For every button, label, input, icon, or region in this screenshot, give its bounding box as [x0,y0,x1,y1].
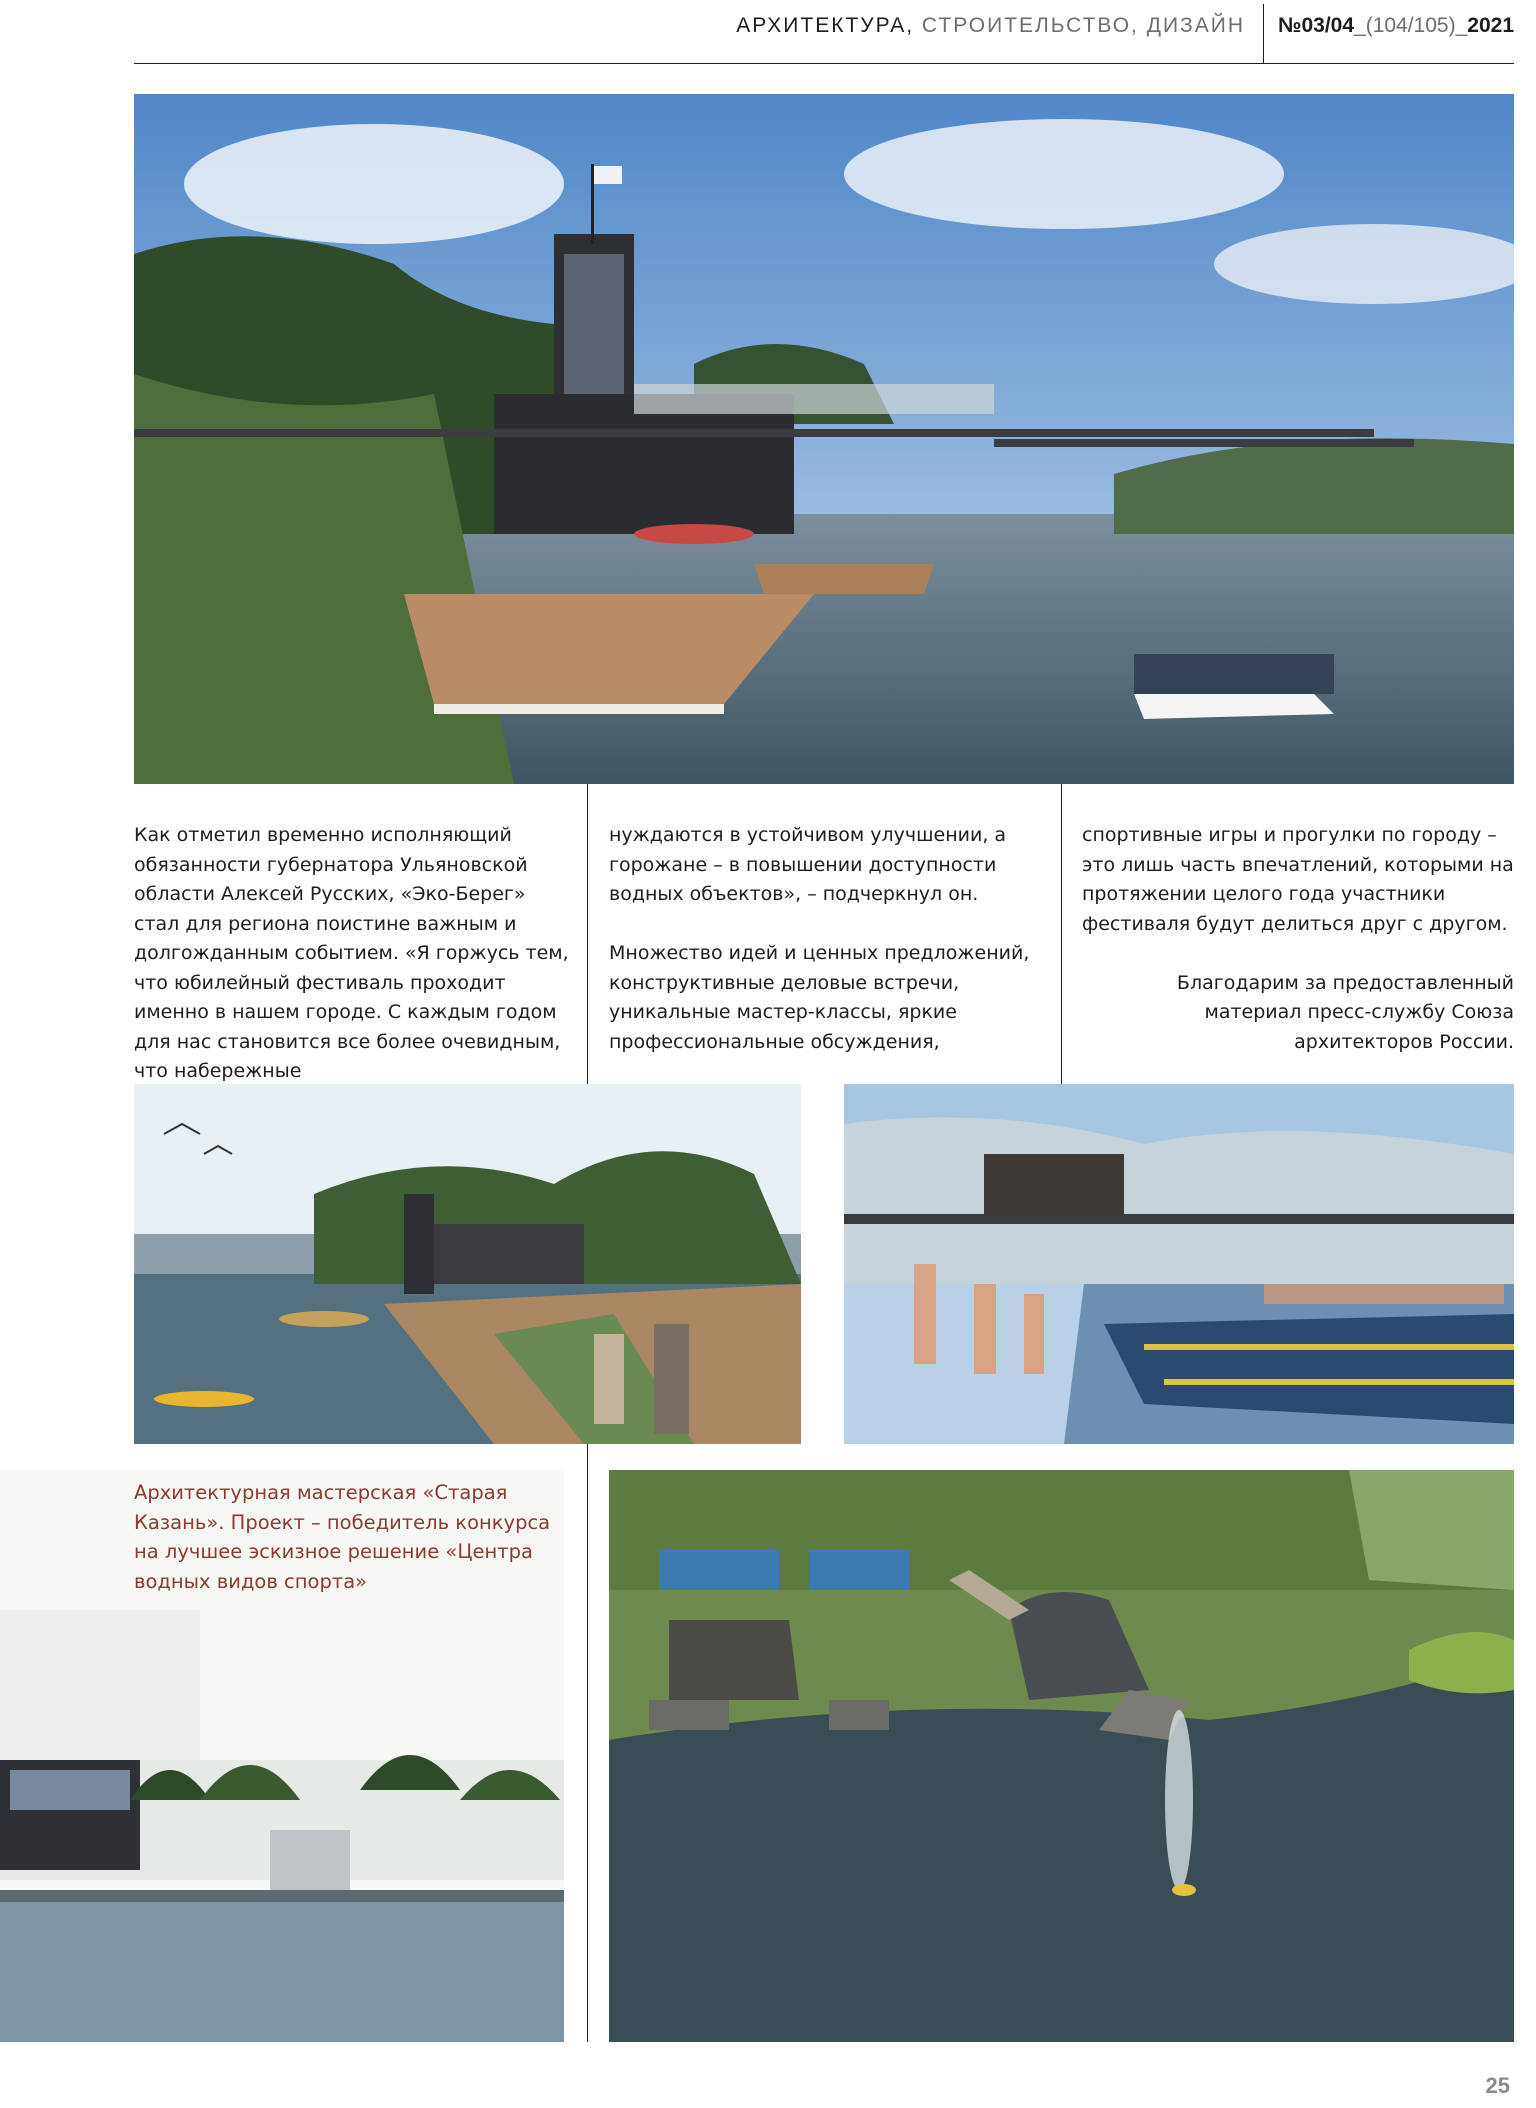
article-column-1: Как отметил временно исполняющий обязанности губернатора Ульяновской области Алексей Русских, «Эко-Берег» стал для региона поистине важным и долгожданным событием. «Я горжусь тем, что юбилейный фестиваль проходит именно в нашем городе. С каждым годом для нас становится все более очевидным, что набережные [134,824,569,1082]
article-column-3: спортивные игры и прогулки по городу – это лишь часть впечатлений, которыми на протяжении целого года участники фестиваля будут делиться друг с другом. Благодарим за предоставленный материал пресс-службу Союза архитекторов России. [1082,824,1514,1053]
hero-waterfront-render [134,94,1514,784]
header-separator [1263,4,1264,63]
column-divider [1061,784,1062,1084]
journal-title: АРХИТЕКТУРА, СТРОИТЕЛЬСТВО, ДИЗАЙН [736,14,1245,37]
page-number: 25 [1485,2073,1510,2098]
article-column-2: нуждаются в устойчивом улучшении, а горожане – в повышении доступности водных объектов», – подчеркнул он. Множество идей и ценных предложений, конструктивные деловые встречи, уникальные мастер-классы, яркие профессиональные обсуждения, [609,824,1030,1053]
column-divider [587,1444,588,2042]
figure-caption: Архитектурная мастерская «Старая Казань». Проект – победитель конкурса на лучшее эскизное решение «Центра водных видов спорта» [134,1481,551,1593]
aerial-view-render [609,1470,1514,2042]
column-divider [587,784,588,1084]
header-rule [134,63,1514,64]
issue-number: №03/04_(104/105)_2021 [1278,14,1514,37]
promenade-render [134,1084,801,1444]
winter-pool-render [844,1084,1514,1444]
